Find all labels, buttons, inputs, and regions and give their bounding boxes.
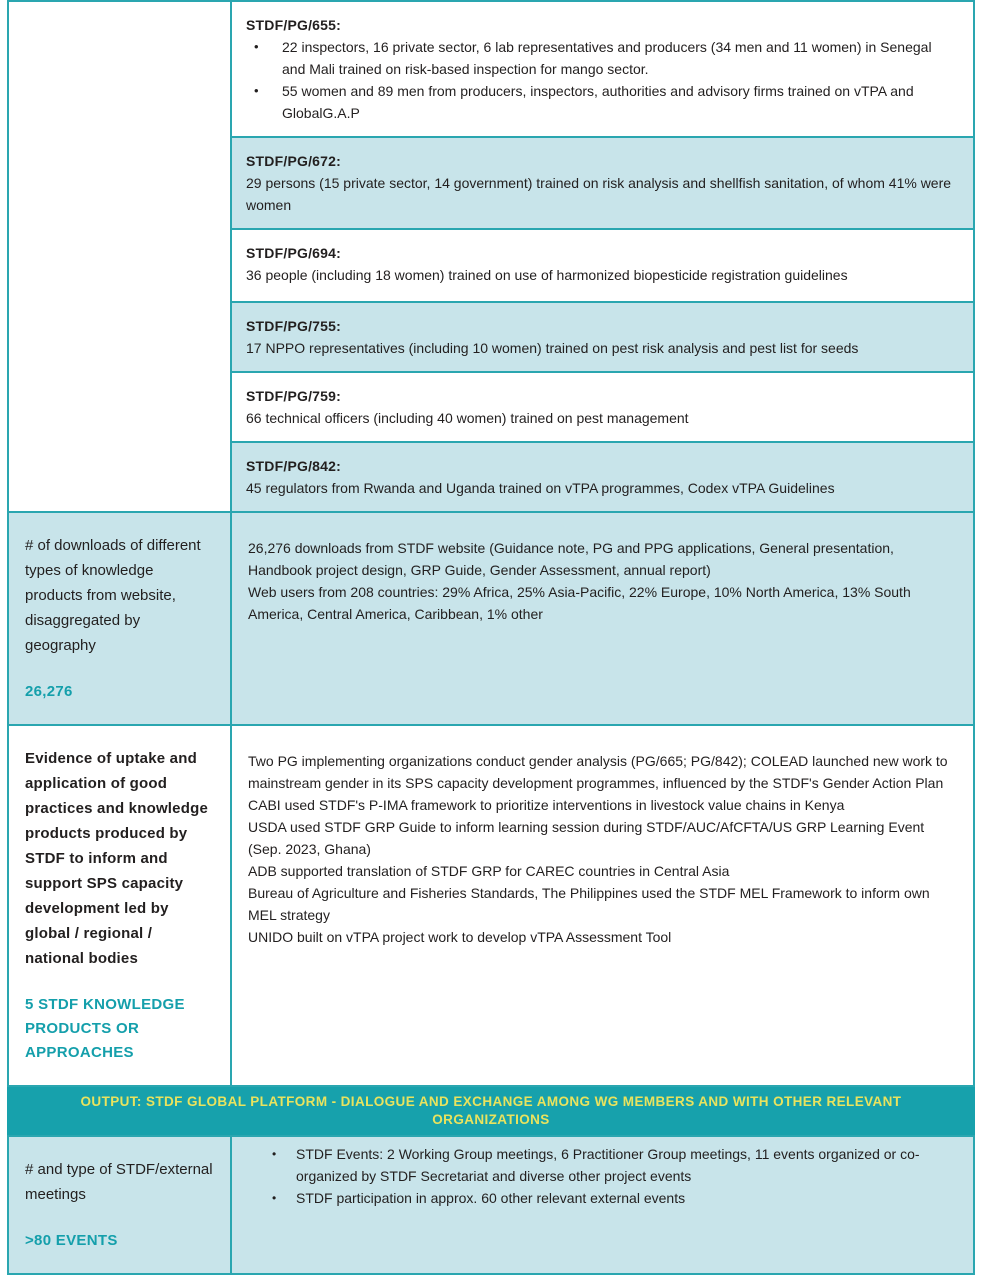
indicator-value: 26,276 — [25, 683, 73, 700]
detail-line: Bureau of Agriculture and Fisheries Standards, The Philippines used the STDF MEL Framework to inform own MEL strategy — [248, 885, 930, 923]
report-table — [7, 0, 975, 1275]
top-section-row — [7, 0, 975, 513]
pg-code: STDF/PG/655: — [246, 17, 341, 33]
pg-code: STDF/PG/755: — [246, 318, 341, 334]
pg-text: 36 people (including 18 women) trained on use of harmonized biopesticide registration guidelines — [246, 267, 848, 283]
indicator-value: 5 STDF KNOWLEDGE PRODUCTS OR APPROACHES — [25, 996, 185, 1061]
pg-code: STDF/PG/759: — [246, 388, 341, 404]
pg-block-842 — [232, 443, 973, 511]
bullet-dot-icon: • — [272, 1147, 277, 1161]
detail-line: CABI used STDF's P-IMA framework to prioritize interventions in livestock value chains in Kenya — [248, 797, 845, 813]
bullet-dot-icon: • — [254, 39, 259, 54]
downloads-row — [7, 513, 975, 726]
detail-line: ADB supported translation of STDF GRP for CAREC countries in Central Asia — [248, 863, 730, 879]
detail-line: Two PG implementing organizations conduct gender analysis (PG/665; PG/842); COLEAD launched new work to mainstream gender in its SPS capacity development programmes, influenced by the STDF's Gender Action Plan — [248, 753, 948, 791]
meetings-row — [7, 1135, 975, 1275]
bullet-item — [248, 1143, 957, 1187]
pg-text: 17 NPPO representatives (including 10 women) trained on pest risk analysis and pest list for seeds — [246, 340, 859, 356]
evidence-row — [7, 726, 975, 1087]
pg-block-694 — [232, 230, 973, 301]
bullet-item — [246, 36, 959, 80]
bullet-item — [246, 80, 959, 124]
meetings-indicator-cell — [9, 1137, 230, 1273]
meetings-detail-cell — [232, 1137, 973, 1273]
bullet-item — [248, 1187, 957, 1209]
bullet-list — [246, 36, 959, 124]
pg-text: 29 persons (15 private sector, 14 government) trained on risk analysis and shellfish sanitation, of whom 41% were women — [246, 175, 952, 213]
top-indicator-cell-empty — [9, 2, 230, 511]
output-band — [7, 1087, 975, 1135]
bullet-text: 22 inspectors, 16 private sector, 6 lab representatives and producers (34 men and 11 women) in Senegal and Mali trained on risk-based inspection for mango sector. — [282, 39, 932, 77]
bullet-text: 55 women and 89 men from producers, inspectors, authorities and advisory firms trained on vTPA and GlobalG.A.P — [282, 83, 914, 121]
bullet-dot-icon: • — [272, 1191, 277, 1205]
detail-line: Web users from 208 countries: 29% Africa, 25% Asia-Pacific, 22% Europe, 10% North America, 13% South America, Central America, Caribbean, 1% other — [248, 584, 911, 622]
downloads-detail-cell — [232, 513, 973, 724]
evidence-detail-cell — [232, 726, 973, 1085]
detail-line: 26,276 downloads from STDF website (Guidance note, PG and PPG applications, General presentation, Handbook project design, GRP Guide, Gender Assessment, annual report) — [248, 540, 894, 578]
pg-blocks — [232, 2, 973, 511]
indicator-text: # of downloads of different types of knowledge products from website, disaggregated by geography — [25, 537, 201, 654]
bullet-dot-icon: • — [254, 83, 259, 98]
pg-text: 66 technical officers (including 40 women) trained on pest management — [246, 410, 689, 426]
bullet-text: STDF participation in approx. 60 other relevant external events — [296, 1190, 686, 1206]
detail-line: UNIDO built on vTPA project work to develop vTPA Assessment Tool — [248, 929, 672, 945]
indicator-text: Evidence of uptake and application of good practices and knowledge products produced by STDF to inform and support SPS capacity development led by global / regional / national bodies — [25, 750, 208, 967]
pg-code: STDF/PG/842: — [246, 458, 341, 474]
indicator-value: >80 EVENTS — [25, 1232, 118, 1249]
pg-block-655 — [232, 2, 973, 136]
pg-block-759 — [232, 373, 973, 441]
evidence-indicator-cell — [9, 726, 230, 1085]
pg-code: STDF/PG/694: — [246, 245, 341, 261]
indicator-text: # and type of STDF/external meetings — [25, 1161, 213, 1203]
downloads-indicator-cell — [9, 513, 230, 724]
detail-line: USDA used STDF GRP Guide to inform learning session during STDF/AUC/AfCFTA/US GRP Learning Event (Sep. 2023, Ghana) — [248, 819, 925, 857]
pg-block-672 — [232, 138, 973, 228]
pg-block-755 — [232, 303, 973, 371]
bullet-text: STDF Events: 2 Working Group meetings, 6 Practitioner Group meetings, 11 events organized or co-organized by STDF Secretariat and diverse other project events — [296, 1146, 920, 1184]
pg-text: 45 regulators from Rwanda and Uganda trained on vTPA programmes, Codex vTPA Guidelines — [246, 480, 835, 496]
output-band-label: OUTPUT: STDF GLOBAL PLATFORM - DIALOGUE AND EXCHANGE AMONG WG MEMBERS AND WITH OTHER RELEVANT ORGANIZATIONS — [80, 1094, 902, 1127]
pg-code: STDF/PG/672: — [246, 153, 341, 169]
